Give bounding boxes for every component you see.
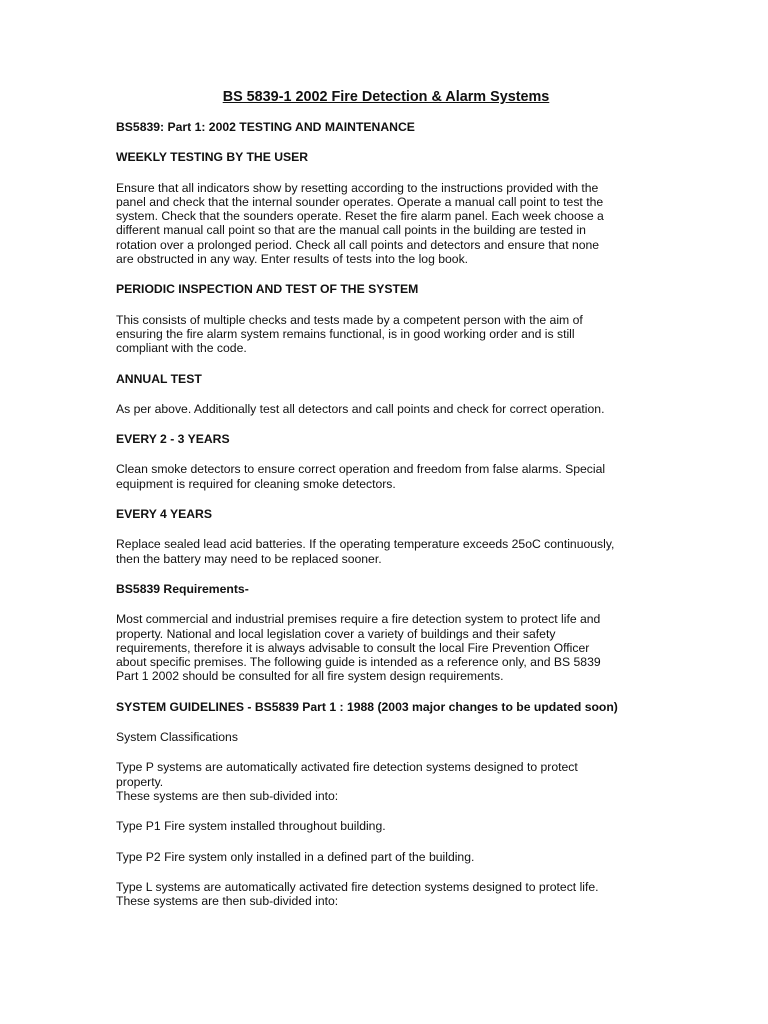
paragraph — [116, 760, 656, 803]
paragraph-line: about specific premises. The following guide is intended as a reference only, and BS 5839 — [116, 655, 601, 670]
spacer — [116, 864, 656, 880]
paragraph — [116, 880, 656, 909]
section-heading: BS5839 Requirements- — [116, 581, 249, 596]
spacer — [116, 491, 656, 507]
document-page — [116, 88, 656, 908]
spacer — [116, 521, 656, 537]
spacer — [116, 266, 656, 282]
section-heading: ANNUAL TEST — [116, 371, 202, 386]
paragraph-line: Part 1 2002 should be consulted for all fire system design requirements. — [116, 669, 504, 684]
paragraph — [116, 181, 656, 267]
paragraph-line: then the battery may need to be replaced sooner. — [116, 551, 382, 566]
paragraph-line: system. Check that the sounders operate. Reset the fire alarm panel. Each week choose a — [116, 209, 604, 224]
spacer — [116, 744, 656, 760]
paragraph-line: compliant with the code. — [116, 341, 247, 356]
spacer — [116, 834, 656, 850]
paragraph-line: requirements, therefore it is always advisable to consult the local Fire Prevention Officer — [116, 640, 590, 655]
section-heading: SYSTEM GUIDELINES - BS5839 Part 1 : 1988 (2003 major changes to be updated soon) — [116, 699, 618, 714]
paragraph-line: These systems are then sub-divided into: — [116, 894, 339, 909]
document-title: BS 5839-1 2002 Fire Detection & Alarm Systems — [222, 89, 550, 105]
spacer — [116, 596, 656, 612]
paragraph-line: Type P1 Fire system installed throughout building. — [116, 819, 386, 834]
paragraph-line: Type P systems are automatically activated fire detection systems designed to protect — [116, 760, 578, 775]
spacer — [116, 803, 656, 819]
paragraph-line: Most commercial and industrial premises require a fire detection system to protect life and — [116, 612, 601, 627]
paragraph-line: different manual call point so that are the manual call points in the building are tested in — [116, 223, 586, 238]
paragraph-line: Type L systems are automatically activated fire detection systems designed to protect life. — [116, 879, 599, 894]
spacer — [116, 416, 656, 432]
paragraph-line: property. — [116, 774, 164, 789]
paragraph — [116, 462, 656, 491]
document-body — [116, 120, 656, 908]
paragraph — [116, 612, 656, 683]
paragraph-line: panel and check that the internal sounder operates. Operate a manual call point to test the — [116, 194, 604, 209]
paragraph-line: Ensure that all indicators show by resetting according to the instructions provided with the — [116, 180, 599, 195]
spacer — [116, 714, 656, 730]
paragraph-line: Type P2 Fire system only installed in a defined part of the building. — [116, 849, 475, 864]
paragraph-line: ensuring the fire alarm system remains functional, is in good working order and is still — [116, 326, 575, 341]
section-heading: EVERY 4 YEARS — [116, 507, 212, 522]
paragraph — [116, 730, 656, 744]
paragraph-line: equipment is required for cleaning smoke detectors. — [116, 476, 396, 491]
paragraph — [116, 313, 656, 356]
paragraph-line: This consists of multiple checks and tests made by a competent person with the aim of — [116, 312, 583, 327]
paragraph-line: property. National and local legislation cover a variety of buildings and their safety — [116, 626, 556, 641]
paragraph-line: These systems are then sub-divided into: — [116, 788, 339, 803]
spacer — [116, 297, 656, 313]
paragraph-line: Replace sealed lead acid batteries. If the operating temperature exceeds 25oC continuously, — [116, 537, 615, 552]
paragraph-line: System Classifications — [116, 730, 238, 745]
spacer — [116, 684, 656, 700]
spacer — [116, 386, 656, 402]
spacer — [116, 134, 656, 150]
paragraph-line: rotation over a prolonged period. Check all call points and detectors and ensure that none — [116, 237, 600, 252]
paragraph — [116, 850, 656, 864]
section-heading: PERIODIC INSPECTION AND TEST OF THE SYSTEM — [116, 282, 419, 297]
paragraph — [116, 537, 656, 566]
paragraph-line: are obstructed in any way. Enter results of tests into the log book. — [116, 252, 469, 267]
spacer — [116, 446, 656, 462]
paragraph — [116, 819, 656, 833]
spacer — [116, 566, 656, 582]
paragraph-line: Clean smoke detectors to ensure correct operation and freedom from false alarms. Special — [116, 462, 606, 477]
section-heading: EVERY 2 - 3 YEARS — [116, 432, 230, 447]
section-heading: BS5839: Part 1: 2002 TESTING AND MAINTENANCE — [116, 120, 415, 134]
paragraph-line: As per above. Additionally test all detectors and call points and check for correct operation. — [116, 401, 605, 416]
spacer — [116, 356, 656, 372]
spacer — [116, 165, 656, 181]
section-heading: WEEKLY TESTING BY THE USER — [116, 150, 309, 165]
paragraph — [116, 402, 656, 416]
